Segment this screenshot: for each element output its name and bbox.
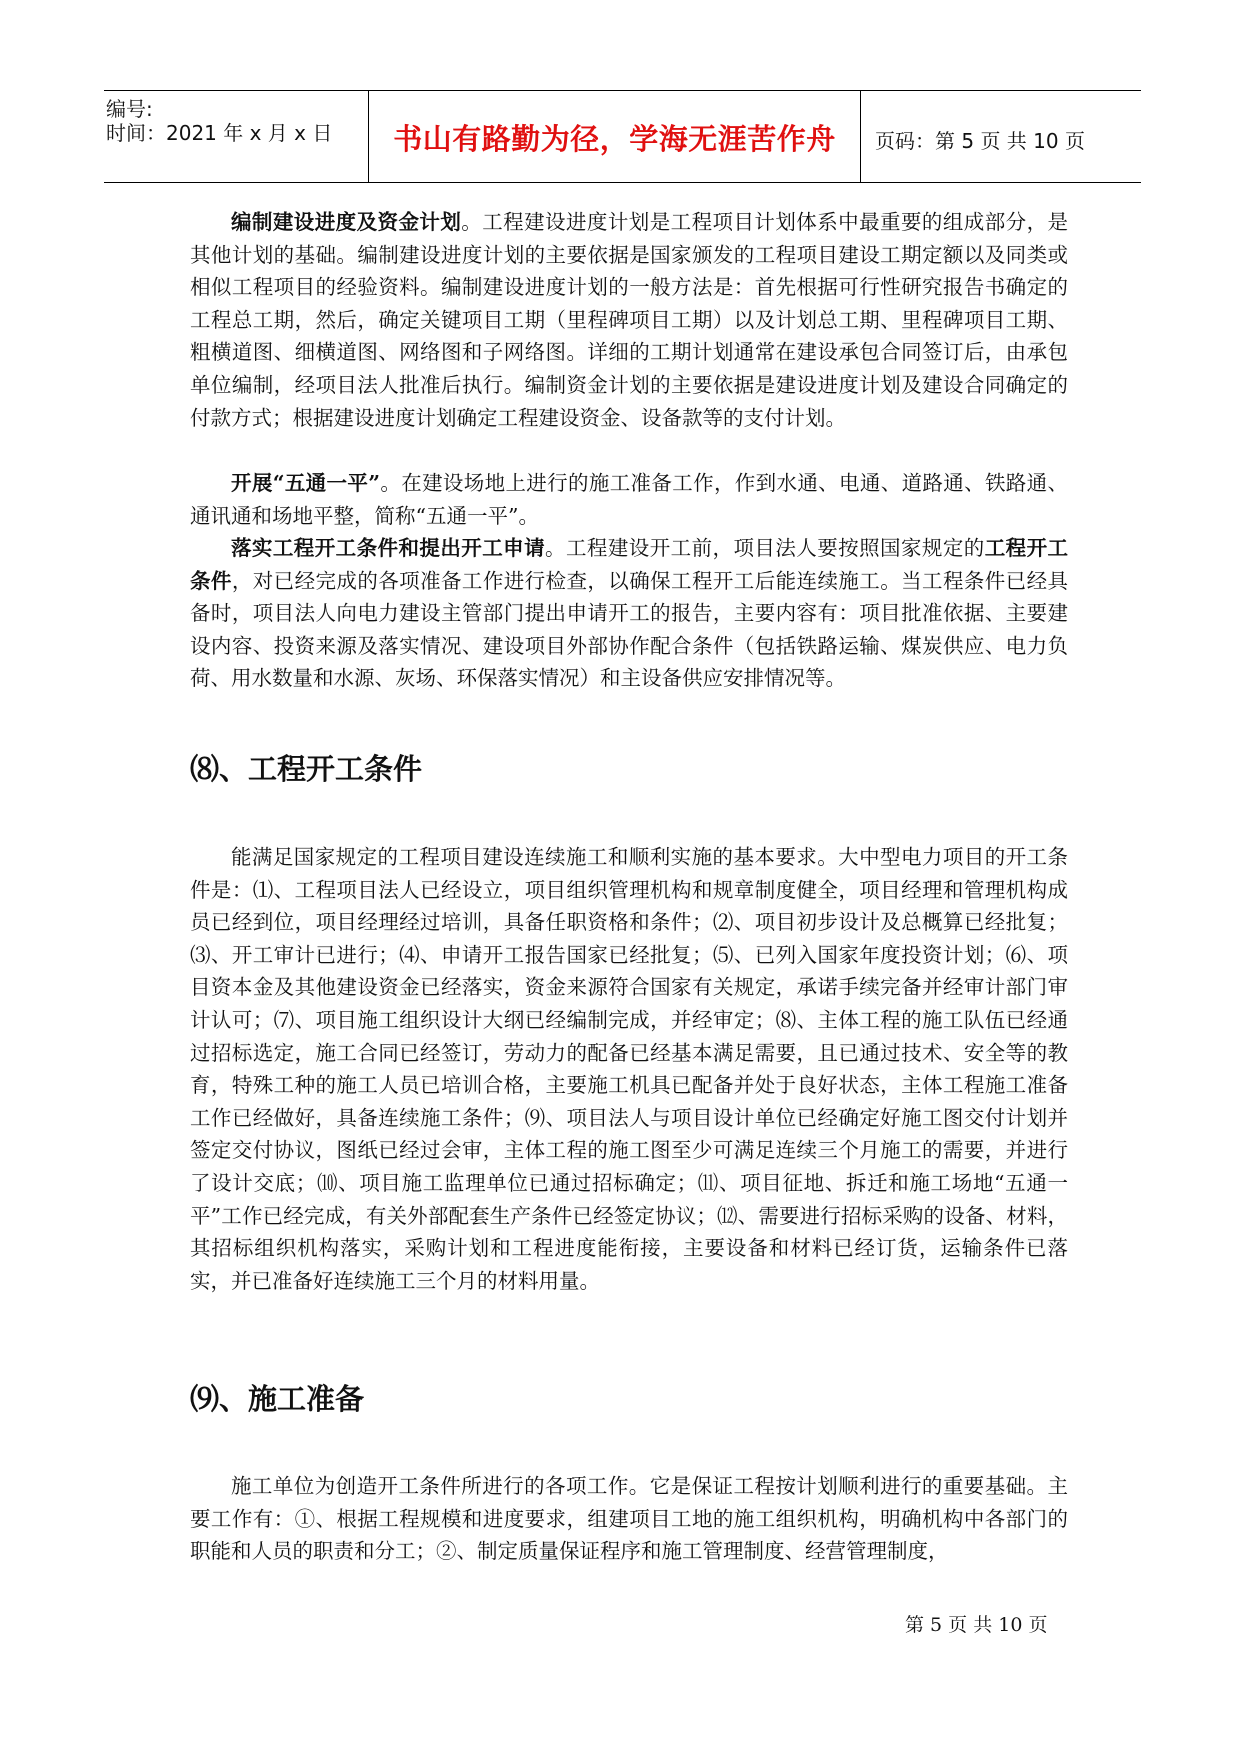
paragraph-body: ，对已经完成的各项准备工作进行检查，以确保工程开工后能连续施工。当工程条件已经具备时，项目法人向电力建设主管部门提出申请开工的报告，主要内容有：项目批准依据、主要建设内容、投资来源及落实情况、建设项目外部协作配合条件（包括铁路运输、煤炭供应、电力负荷、用水数量和水源、灰场、环保落实情况）和主设备供应安排情况等。 — [190, 568, 1069, 691]
paragraph-start-application — [190, 532, 1068, 695]
paragraph-body: 。在建设场地上进行的施工准备工作，作到水通、电通、道路通、铁路通、通讯通和场地平整，简称“五通一平”。 — [190, 471, 1069, 528]
paragraph-lead-bold: 编制建设进度及资金计划 — [231, 210, 462, 234]
time-label: 时间：2021 年 x 月 x 日 — [106, 121, 333, 145]
paragraph-schedule-plan — [190, 206, 1068, 434]
header-left-cell — [104, 91, 369, 182]
header-page-label: 页码：第 5 页 共 10 页 — [875, 129, 1085, 153]
section-heading-9: ⑼、施工准备 — [190, 1382, 365, 1416]
paragraph-body: 。工程建设进度计划是工程项目计划体系中最重要的组成部分，是其他计划的基础。编制建设进度计划的主要依据是国家颁发的工程项目建设工期定额以及同类或相似工程项目的经验资料。编制建设进度计划的一般方法是：首先根据可行性研究报告书确定的工程总工期，然后，确定关键项目工期（里程碑项目工期）以及计划总工期、里程碑项目工期、粗横道图、细横道图、网络图和子网络图。详细的工期计划通常在建设承包合同签订后，由承包单位编制，经项目法人批准后执行。编制资金计划的主要依据是建设进度计划及建设合同确定的付款方式；根据建设进度计划确定工程建设资金、设备款等的支付计划。 — [190, 210, 1069, 430]
paragraph-five-connections — [190, 467, 1068, 532]
paragraph-lead-bold: 开展“五通一平” — [231, 471, 381, 495]
header-right-cell — [861, 91, 1141, 182]
header-motto: 书山有路勤为径，学海无涯苦作舟 — [393, 122, 836, 156]
section-heading-8: ⑻、工程开工条件 — [190, 752, 423, 786]
page-header — [104, 90, 1141, 183]
doc-number-label: 编号: — [106, 97, 153, 121]
header-middle-cell — [369, 91, 861, 182]
paragraph-body: 。工程建设开工前，项目法人要按照国家规定的 — [545, 536, 985, 560]
paragraph-inline-bold: 工程开工条件 — [190, 536, 1069, 593]
paragraph-lead-bold: 落实工程开工条件和提出开工申请 — [231, 536, 546, 560]
paragraph-construction-prep: 施工单位为创造开工条件所进行的各项工作。它是保证工程按计划顺利进行的重要基础。主要工作有：①、根据工程规模和进度要求，组建项目工地的施工组织机构，明确机构中各部门的职能和人员的职责和分工；②、制定质量保证程序和施工管理制度、经营管理制度， — [190, 1474, 1068, 1564]
page-footer: 第 5 页 共 10 页 — [905, 1614, 1048, 1636]
paragraph-start-conditions: 能满足国家规定的工程项目建设连续施工和顺利实施的基本要求。大中型电力项目的开工条件是：⑴、工程项目法人已经设立，项目组织管理机构和规章制度健全，项目经理和管理机构成员已经到位，项目经理经过培训，具备任职资格和条件；⑵、项目初步设计及总概算已经批复；⑶、开工审计已进行；⑷、申请开工报告国家已经批复；⑸、已列入国家年度投资计划；⑹、项目资本金及其他建设资金已经落实，资金来源符合国家有关规定，承诺手续完备并经审计部门审计认可；⑺、项目施工组织设计大纲已经编制完成，并经审定；⑻、主体工程的施工队伍已经通过招标选定，施工合同已经签订，劳动力的配备已经基本满足需要，且已通过技术、安全等的教育，特殊工种的施工人员已培训合格，主要施工机具已配备并处于良好状态，主体工程施工准备工作已经做好，具备连续施工条件；⑼、项目法人与项目设计单位已经确定好施工图交付计划并签定交付协议，图纸已经过会审，主体工程的施工图至少可满足连续三个月施工的需要，并进行了设计交底；⑽、项目施工监理单位已通过招标确定；⑾、项目征地、拆迁和施工场地“五通一平”工作已经完成，有关外部配套生产条件已经签定协议；⑿、需要进行招标采购的设备、材料，其招标组织机构落实，采购计划和工程进度能衔接，主要设备和材料已经订货，运输条件已落实，并已准备好连续施工三个月的材料用量。 — [190, 845, 1068, 1293]
